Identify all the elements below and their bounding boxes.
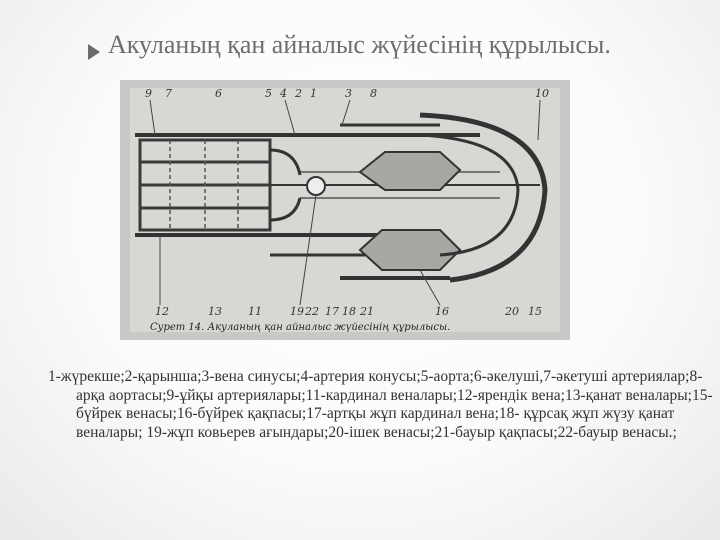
label-3: 3 xyxy=(345,87,352,100)
label-2: 2 xyxy=(295,87,302,100)
label-20: 20 xyxy=(505,305,519,318)
label-13: 13 xyxy=(208,305,222,318)
label-8: 8 xyxy=(370,87,377,100)
label-18: 18 xyxy=(342,305,356,318)
label-16: 16 xyxy=(435,305,449,318)
label-11: 11 xyxy=(248,305,262,318)
label-5: 5 xyxy=(265,87,272,100)
label-15: 15 xyxy=(528,305,542,318)
label-1: 1 xyxy=(310,87,317,100)
label-17: 17 xyxy=(325,305,339,318)
title-bullet-icon xyxy=(88,44,100,60)
label-4: 4 xyxy=(280,87,287,100)
label-7: 7 xyxy=(165,87,172,100)
circulatory-diagram xyxy=(120,80,570,340)
label-10: 10 xyxy=(535,87,549,100)
label-12: 12 xyxy=(155,305,169,318)
heart-icon xyxy=(307,177,325,195)
legend-text: 1-жүрекше;2-қарынша;3-вена синусы;4-артерия конусы;5-аорта;6-әкелуші,7-әкетуші артериялар;8-арқа аортасы;9-ұйқы артериялары;11-кардинал веналары;12-ярендік вена;13-қанат веналары;15-бүйрек венасы;16-бүйрек қақпасы;17-артқы жұп кардинал вена;18- құрсақ жұп жүзу қанат веналары; 19-жұп ковьерев ағындары;20-ішек венасы;21-бауыр қақпасы;22-бауыр венасы.; xyxy=(48,368,713,441)
label-19: 19 xyxy=(290,305,304,318)
label-22: 22 xyxy=(305,305,319,318)
figure-caption: Сурет 14. Акуланың қан айналыс жүйесінің құрылысы. xyxy=(150,322,451,333)
label-6: 6 xyxy=(215,87,222,100)
label-21: 21 xyxy=(360,305,374,318)
kidney-portal-shape xyxy=(360,230,460,270)
label-9: 9 xyxy=(145,87,152,100)
slide-title: Акуланың қан айналыс жүйесінің құрылысы. xyxy=(108,30,611,59)
